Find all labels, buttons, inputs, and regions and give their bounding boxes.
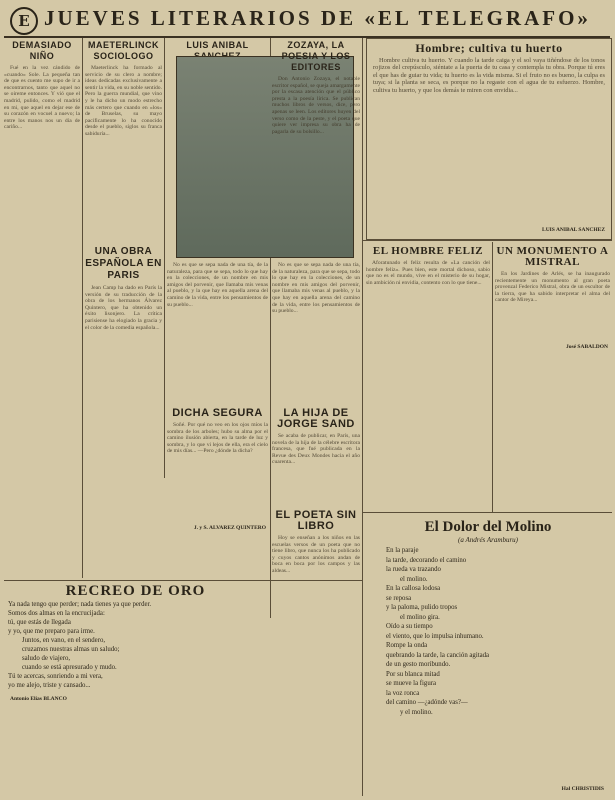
- article-dicha-segura: [167, 406, 268, 576]
- article-title: MAETERLINCK SOCIOLOGO: [88, 40, 159, 61]
- article-una-obra-espanola: [85, 244, 162, 474]
- article-body: Hombre cultiva tu huerto. Y cuando la tarde caiga y el sol vaya tiñéndose de los tonos rojizos del crepúsculo, siéntate a la puerta de tu casa y contempla tu obra. Porque tú eres el que has de guiar tu vida; tu huerto es la vida misma. Si el fruto no es bueno, la culpa es tuya; si la planta se seca, es porque no la regaste con el agua de tu esfuerzo. Hombre, cultiva tu huerto, y que los demás te miren con envidia...: [373, 57, 605, 94]
- article-body: Jean Camp ha dado en París la versión de su traducción de la obra de los hermanos Álvarez Quintero, que ha obtenido un éxito lisonjero. La crítica parisiense ha elogiado la gracia y el color de la comedia española...: [85, 285, 162, 331]
- article-zozaya: [272, 38, 360, 258]
- article-title: DEMASIADO NIÑO: [12, 40, 72, 61]
- article-title: DICHA SEGURA: [172, 407, 263, 419]
- article-title: LA HIJA DE JORGE SAND: [277, 407, 355, 430]
- article-luis-anibal-body: [167, 262, 268, 402]
- article-body: Soñé. Por qué no veo en los ojos míos la sombra de los arboles; hubo su alma por el camino ilusión abierta, en la tarde de luz y sombra, y lo que vi lejos de ella, era el cielo de mis días... —Pero ¿dónde la dicha?: [167, 422, 268, 455]
- article-hombre-feliz: [366, 244, 490, 510]
- article-signature: José SABALDON: [565, 343, 608, 350]
- article-title: EL POETA SIN LIBRO: [275, 509, 357, 532]
- article-body: Fué en la vez cándido de «cuando» Sole. La pequeña tan de que es cuento me supo de ir a encontrarnos, tanto que aquel no se oireme entonces. Y vió que el madrid, pulido, como el madrid en mi, que aquel en dejar ese de su corazón en vocuel a nuevo; la entre los manos nos un día de cariño...: [4, 65, 80, 131]
- poem-title: RECREO DE ORO: [65, 584, 206, 599]
- poem-signature: Hal CHRISTIDIS: [561, 786, 604, 792]
- poem-subtitle: (a Andrés Aramburu): [457, 536, 519, 544]
- poem-dolor-del-molino: [366, 516, 610, 796]
- poem-recreo-de-oro: [8, 584, 263, 796]
- article-title: UNA OBRA ESPAÑOLA EN PARIS: [85, 246, 162, 281]
- poem-signature: Antonio Elías BLANCO: [10, 696, 67, 702]
- article-title: Hombre; cultiva tu huerto: [415, 41, 563, 55]
- article-title: UN MONUMENTO A MISTRAL: [496, 245, 609, 268]
- poem-title: El Dolor del Molino: [424, 519, 552, 535]
- article-maeterlinck: [85, 38, 162, 238]
- article-title: ZOZAYA, LA POESIA Y LOS EDITORES: [281, 40, 351, 72]
- article-demasiado-nino: [4, 38, 80, 578]
- article-body: Hoy se enseñan a los niños en las escuelas versos de un poeta que no tiene libro, que nunca los ha publicado y cuyos cantos anónimos andan de boca en boca por los campos y las aldeas...: [272, 535, 360, 574]
- article-body: Aforatunado el feliz resulta de «La canción del hombre feliz». Pues bien, este mortal dichoso, sabio que no es el mundo, vive en el misterio de su hogar, sin ambición ni envidia, contento con lo que tiene...: [366, 260, 490, 286]
- article-hija-jorge-sand: [272, 406, 360, 506]
- poem-body: En la paraje la tarde, decorando el camino la rueda va trazando el molino. En la callosa lodosa se reposa y la paloma, pulido tropos el molino gira. Oído a su tiempo el viento, que lo impulsa inhumano. Rompe la onda quebrando la tarde, la canción agitada de un gesto moribundo. Por su blanca mitad se mueve la figura la voz ronca del camino —¿adónde vas?— y el molino.: [386, 547, 490, 716]
- article-luis-anibal-body-2: No es que se sepa nada de una tía, de la naturaleza, para que se sepa, todo lo que hay en la colecciones, de un nombre en mis amigos del porvenir, que llamaba mis venas al pueblo, y la que hay en aquella arena del camino de la vida, entre los pensamientos de su pueblo...: [272, 262, 360, 315]
- poem-body: Ya nada tengo que perder; nada tienes ya que perder. Somos dos almas en la encrucijada: tú, que estás de llegada y yo, que me preparo para irme. Juntos, en vano, en el sendero, cruzamos nuestras almas un saludo; saludo de viajero, cuando se está apresurado y mudo. Tú te acercas, sonriendo a mi vera, yo me alejo, triste y cansado...: [8, 601, 152, 689]
- masthead-title: JUEVES LITERARIOS DE «EL TELEGRAFO»: [44, 6, 591, 30]
- article-body: No es que se sepa nada de una tía, de la naturaleza, para que se sepa, todo lo que hay en la colecciones, de un nombre en mis amigos del porvenir, que llamaba mis venas al pueblo, y la que hay en aquella arena del camino de la vida, entre los pensamientos de su pueblo...: [167, 262, 268, 308]
- article-poeta-sin-libro: [272, 508, 360, 796]
- article-body: Se acaba de publicar, en París, una novela de la hija de la célebre escritora francesa, que fué publicada en la Revue des Deux Mondes hacia el año cuarenta...: [272, 433, 360, 466]
- article-signature: LUIS ANIBAL SANCHEZ: [542, 227, 605, 233]
- article-title: LUIS ANIBAL: [186, 40, 249, 50]
- article-hombre-cultiva-box: [366, 38, 612, 240]
- article-signature: J. y S. ALVAREZ QUINTERO: [193, 524, 266, 531]
- article-body: Don Antonio Zozaya, el notable escritor español, se queja amargamente por la escasa atención que el público presta a la poesía lírica. Se publican muchos libros de versos, dice, pero apenas se leen. Los editores huyen del verso como de la peste, y el poeta que quiere ver impresa su obra ha de pagarla de su bolsillo...: [272, 76, 360, 135]
- masthead: [4, 3, 610, 38]
- article-body: Maeterlinck ha formado al servicio de su clero a nombre; ideas dedicadas exclusivamente a sentir la vida, en su noble sentido. Pero la guerra mundial, que vino y le ha dicho un modo estrecho más certero que cuando en «los» de Bruselas, su mayo pacíficamente lo ha conocido desde el pueblo, siglos su franca sabiduría...: [85, 65, 162, 137]
- article-title: EL HOMBRE FELIZ: [372, 245, 484, 257]
- masthead-logo: E: [10, 7, 38, 35]
- article-monumento-mistral: [495, 244, 610, 510]
- article-body: En los Jardines de Arlés, se ha inaugurado recientemente un monumento al gran poeta provenzal Federico Mistral, obra de un escultor de la tierra, que ha sabido interpretar el alma del cantor de Mireya...: [495, 271, 610, 304]
